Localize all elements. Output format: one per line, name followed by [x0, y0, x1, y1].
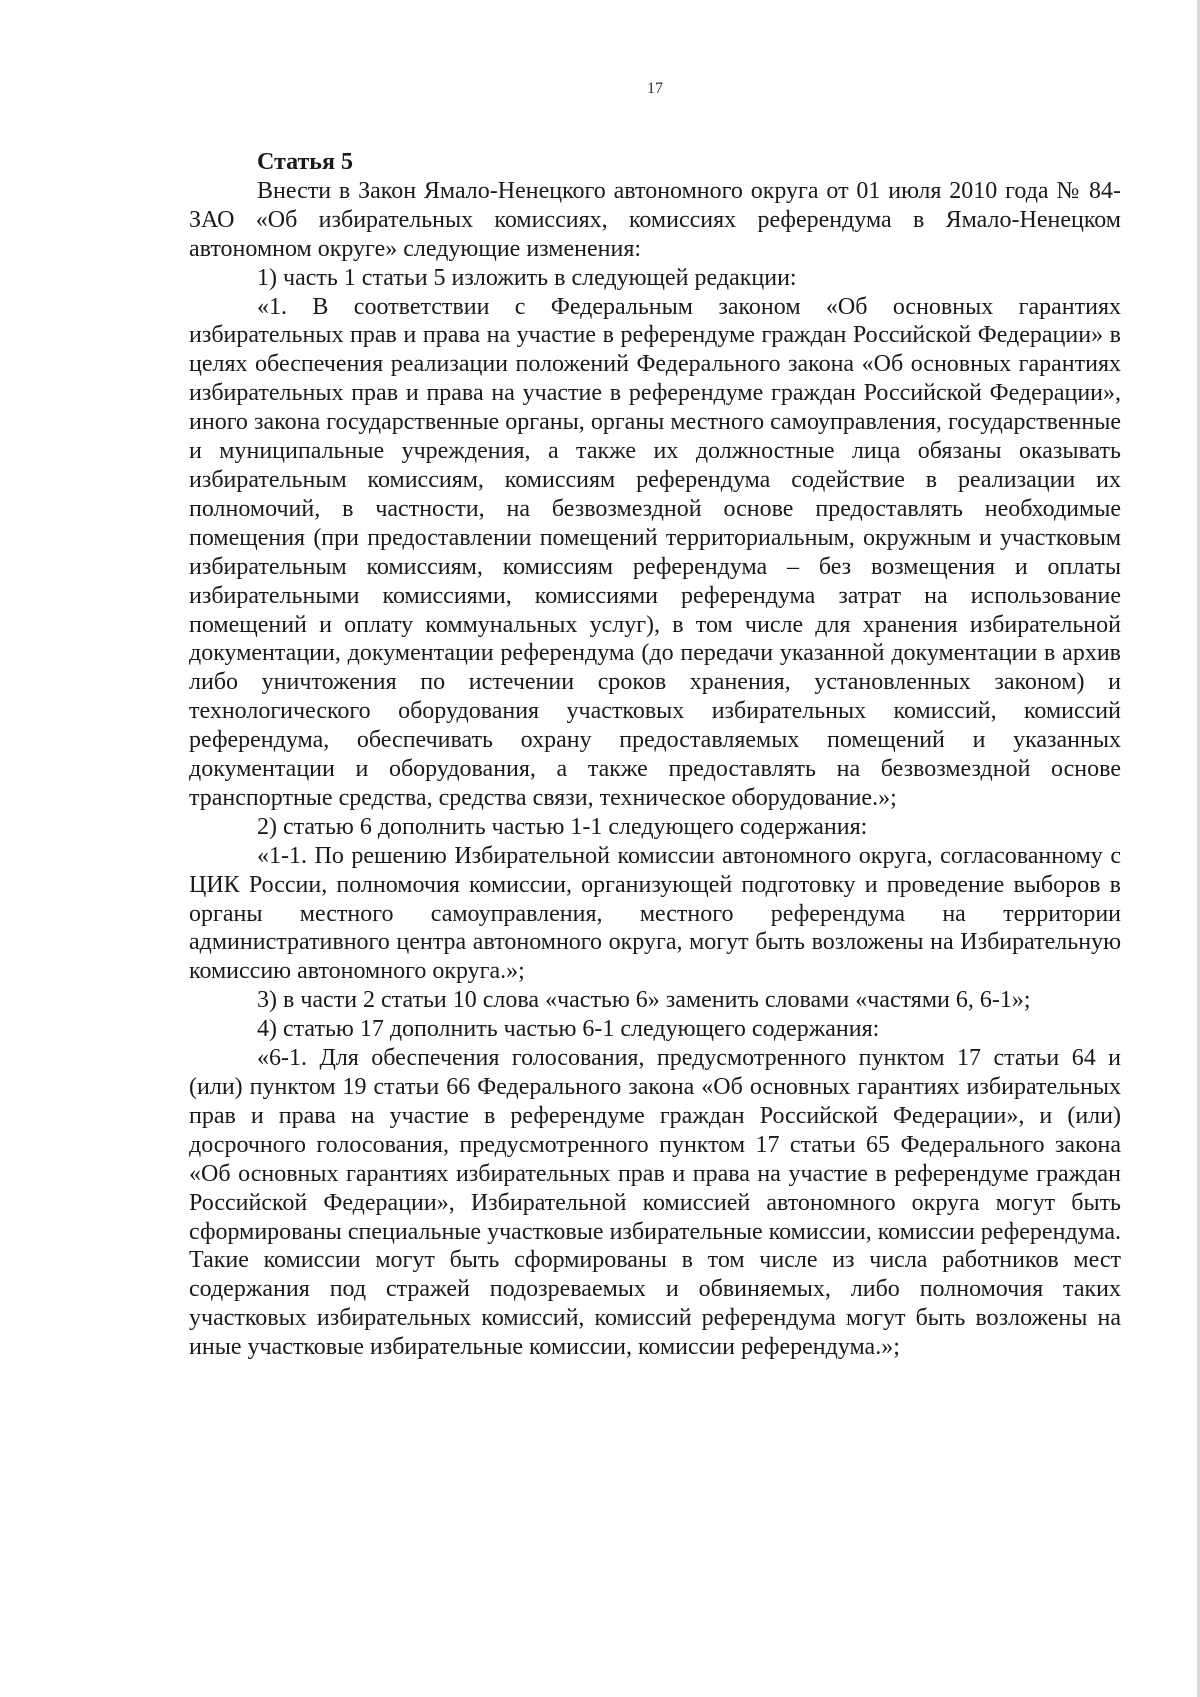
paragraph-intro: Внести в Закон Ямало-Ненецкого автономного округа от 01 июля 2010 года № 84-ЗАО «Об избирательных комиссиях, комиссиях референдума в Ямало-Ненецком автономном округе» следующие изменения: [189, 177, 1121, 262]
paragraph-item-3: 3) в части 2 статьи 10 слова «частью 6» заменить словами «частями 6, 6-1»; [257, 987, 1031, 1014]
document-body [189, 148, 1121, 1362]
paragraph-quote-1-1: «1-1. По решению Избирательной комиссии автономного округа, согласованному с ЦИК России, полномочия комиссии, организующей подготовку и проведение выборов в органы местного самоуправления, местного референдума на территории административного центра автономного округа, могут быть возложены на Избирательную комиссию автономного округа.»; [189, 842, 1121, 985]
paragraph-item-4: 4) статью 17 дополнить частью 6-1 следующего содержания: [257, 1016, 880, 1043]
paragraph-quote-6-1: «6-1. Для обеспечения голосования, предусмотренного пунктом 17 статьи 64 и (или) пунктом 19 статьи 66 Федерального закона «Об основных гарантиях избирательных прав и права на участие в референдуме граждан Российской Федерации», и (или) досрочного голосования, предусмотренного пунктом 17 статьи 65 Федерального закона «Об основных гарантиях избирательных прав и права на участие в референдуме граждан Российской Федерации», Избирательной комиссией автономного округа могут быть сформированы специальные участковые избирательные комиссии, комиссии референдума. Такие комиссии могут быть сформированы в том числе из числа работников мест содержания под стражей подозреваемых и обвиняемых, либо полномочия таких участковых избирательных комиссий, комиссий референдума могут быть возложены на иные участковые избирательные комиссии, комиссии референдума.»; [189, 1045, 1121, 1361]
page-number: 17 [647, 80, 663, 97]
article-heading: Статья 5 [257, 149, 353, 175]
paragraph-item-2: 2) статью 6 дополнить частью 1-1 следующего содержания: [257, 813, 868, 840]
paragraph-item-1: 1) часть 1 статьи 5 изложить в следующей редакции: [257, 264, 797, 291]
paragraph-quote-1: «1. В соответствии с Федеральным законом «Об основных гарантиях избирательных прав и права на участие в референдуме граждан Российской Федерации» в целях обеспечения реализации положений Федерального закона «Об основных гарантиях избирательных прав и права на участие в референдуме граждан Российской Федерации», иного закона государственные органы, органы местного самоуправления, государственные и муниципальные учреждения, а также их должностные лица обязаны оказывать избирательным комиссиям, комиссиям референдума содействие в реализации их полномочий, в частности, на безвозмездной основе предоставлять необходимые помещения (при предоставлении помещений территориальным, окружным и участковым избирательным комиссиям, комиссиям референдума – без возмещения и оплаты избирательными комиссиями, комиссиями референдума затрат на использование помещений и оплату коммунальных услуг), в том числе для хранения избирательной документации, документации референдума (до передачи указанной документации в архив либо уничтожения по истечении сроков хранения, установленных законом) и технологического оборудования участковых избирательных комиссий, комиссий референдума, обеспечивать охрану предоставляемых помещений и указанных документации и оборудования, а также предоставлять на безвозмездной основе транспортные средства, средства связи, техническое оборудование.»; [189, 293, 1121, 811]
